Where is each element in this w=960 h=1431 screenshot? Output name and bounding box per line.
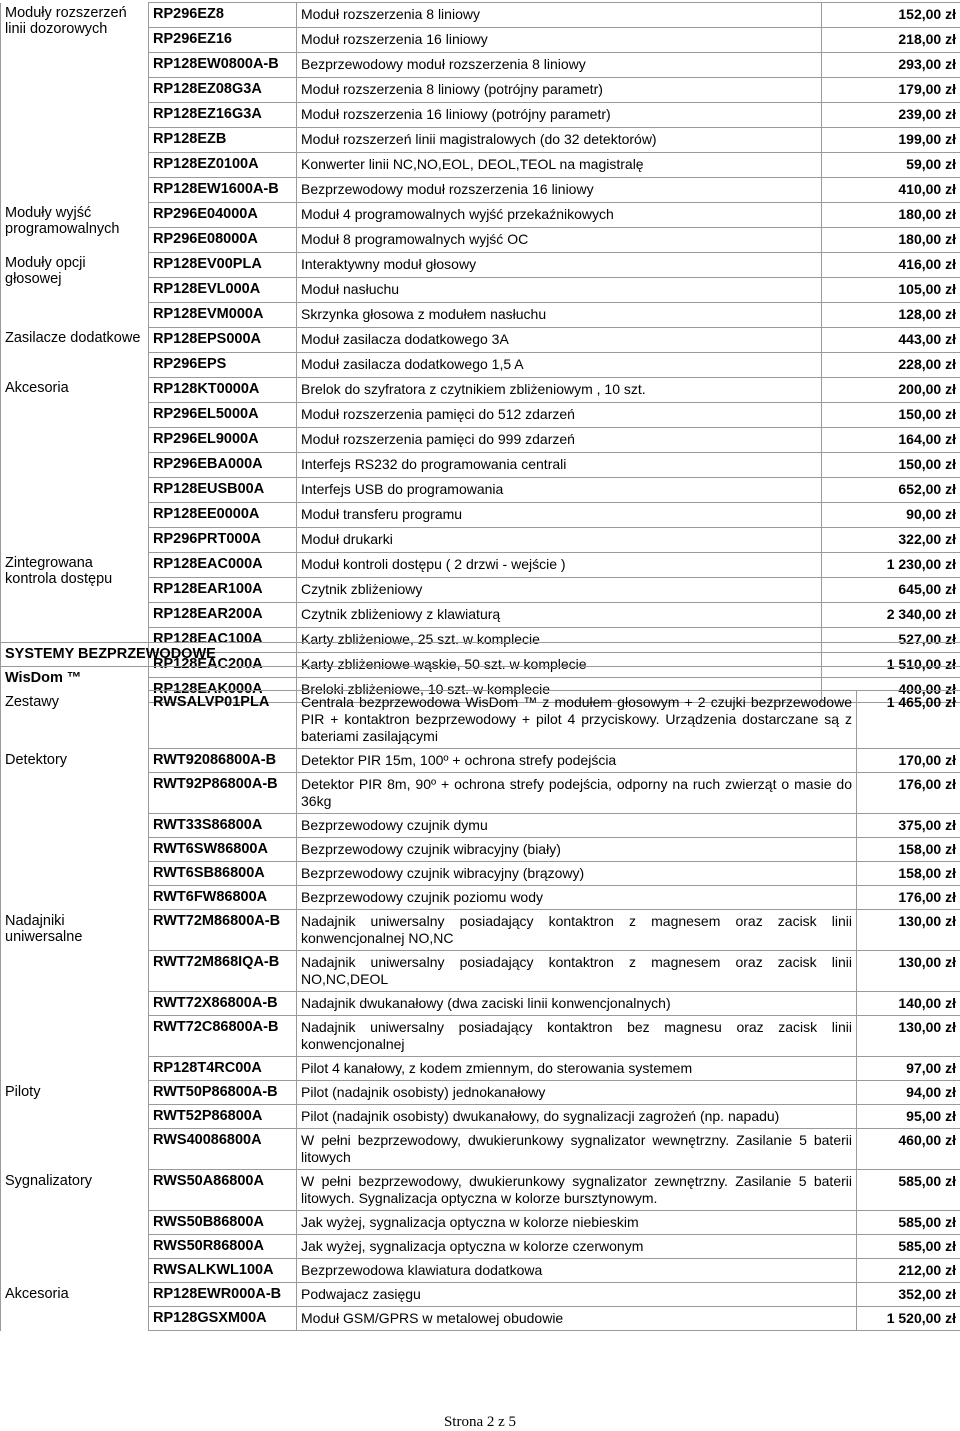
product-description: Pilot (nadajnik osobisty) jednokanałowy (297, 1081, 857, 1105)
product-description: Moduł rozszerzenia pamięci do 999 zdarzeń (297, 428, 822, 453)
product-description: Pilot (nadajnik osobisty) dwukanałowy, do sygnalizacji zagrożeń (np. napadu) (297, 1105, 857, 1129)
product-price: 585,00 zł (857, 1211, 960, 1235)
product-price: 170,00 zł (857, 749, 960, 773)
product-description: Bezprzewodowy czujnik wibracyjny (brązowy) (297, 862, 857, 886)
product-description: Czytnik zbliżeniowy z klawiaturą (297, 603, 822, 628)
product-code: RWT72M868IQA-B (149, 951, 297, 992)
product-price: 652,00 zł (822, 478, 960, 503)
product-price: 176,00 zł (857, 773, 960, 814)
product-description: Jak wyżej, sygnalizacja optyczna w kolorze niebieskim (297, 1211, 857, 1235)
product-price: 95,00 zł (857, 1105, 960, 1129)
product-code: RP128EW0800A-B (149, 53, 297, 78)
product-code: RWS50B86800A (149, 1211, 297, 1235)
product-description: Moduł zasilacza dodatkowego 1,5 A (297, 353, 822, 378)
product-code: RWT72M86800A-B (149, 910, 297, 951)
product-description: Interaktywny moduł głosowy (297, 253, 822, 278)
product-code: RP296EL9000A (149, 428, 297, 453)
product-code: RP128EZ16G3A (149, 103, 297, 128)
product-price: 97,00 zł (857, 1057, 960, 1081)
section-subtitle: WisDom ™ (1, 667, 960, 691)
product-description: Moduł 4 programowalnych wyjść przekaźnikowych (297, 203, 822, 228)
price-table-wireless-systems (0, 642, 960, 1331)
product-price: 128,00 zł (822, 303, 960, 328)
product-description: Nadajnik uniwersalny posiadający kontaktron z magnesem oraz zacisk linii NO,NC,DEOL (297, 951, 857, 992)
product-code: RP128EWR000A-B (149, 1283, 297, 1307)
product-description: Jak wyżej, sygnalizacja optyczna w kolorze czerwonym (297, 1235, 857, 1259)
product-code: RWSALKWL100A (149, 1259, 297, 1283)
section-title-row (1, 643, 960, 667)
product-code: RWT92P86800A-B (149, 773, 297, 814)
category-label: Moduły wyjść programowalnych (1, 203, 149, 253)
product-description: Moduł zasilacza dodatkowego 3A (297, 328, 822, 353)
product-description: Karty zbliżeniowe, 25 szt. w komplecie (297, 628, 822, 653)
product-price: 239,00 zł (822, 103, 960, 128)
product-code: RP128EAR200A (149, 603, 297, 628)
product-code: RP296EZ16 (149, 28, 297, 53)
product-price: 130,00 zł (857, 1016, 960, 1057)
product-code: RP128EAK000A (149, 678, 297, 703)
product-price: 352,00 zł (857, 1283, 960, 1307)
table-row (1, 328, 960, 353)
product-code: RP128EAC100A (149, 628, 297, 653)
product-price: 585,00 zł (857, 1170, 960, 1211)
product-code: RP128EV00PLA (149, 253, 297, 278)
product-price: 150,00 zł (822, 403, 960, 428)
product-description: Bezprzewodowy czujnik dymu (297, 814, 857, 838)
product-code: RWS50A86800A (149, 1170, 297, 1211)
product-description: W pełni bezprzewodowy, dwukierunkowy sygnalizator zewnętrzny. Zasilanie 5 baterii litowych. Sygnalizacja optyczna w kolorze bursztynowym. (297, 1170, 857, 1211)
product-price: 94,00 zł (857, 1081, 960, 1105)
product-code: RP296EZ8 (149, 3, 297, 28)
table-row (1, 910, 960, 951)
product-description: Karty zbliżeniowe wąskie, 50 szt. w komplecie (297, 653, 822, 678)
page-footer: Strona 2 z 5 (443, 1414, 517, 1430)
product-code: RWT92086800A-B (149, 749, 297, 773)
product-description: Skrzynka głosowa z modułem nasłuchu (297, 303, 822, 328)
product-code: RP128EVM000A (149, 303, 297, 328)
product-price: 218,00 zł (822, 28, 960, 53)
product-price: 59,00 zł (822, 153, 960, 178)
table-row (1, 1283, 960, 1307)
product-price: 130,00 zł (857, 951, 960, 992)
product-price: 212,00 zł (857, 1259, 960, 1283)
product-price: 375,00 zł (857, 814, 960, 838)
table-row (1, 553, 960, 578)
product-code: RWS40086800A (149, 1129, 297, 1170)
product-code: RP128EVL000A (149, 278, 297, 303)
product-description: Brelok do szyfratora z czytnikiem zbliżeniowym , 10 szt. (297, 378, 822, 403)
product-price: 228,00 zł (822, 353, 960, 378)
product-code: RP128EZ08G3A (149, 78, 297, 103)
category-label: Zasilacze dodatkowe (1, 328, 149, 378)
product-description: Pilot 4 kanałowy, z kodem zmiennym, do sterowania systemem (297, 1057, 857, 1081)
product-price: 527,00 zł (822, 628, 960, 653)
product-price: 645,00 zł (822, 578, 960, 603)
product-description: Moduł nasłuchu (297, 278, 822, 303)
product-price: 416,00 zł (822, 253, 960, 278)
product-code: RP128EZ0100A (149, 153, 297, 178)
product-description: Nadajnik dwukanałowy (dwa zaciski linii konwencjonalnych) (297, 992, 857, 1016)
category-label: Zintegrowana kontrola dostępu (1, 553, 149, 703)
product-price: 1 465,00 zł (857, 691, 960, 749)
product-price: 293,00 zł (822, 53, 960, 78)
product-price: 130,00 zł (857, 910, 960, 951)
product-code: RP296EBA000A (149, 453, 297, 478)
product-code: RP128EPS000A (149, 328, 297, 353)
product-description: W pełni bezprzewodowy, dwukierunkowy sygnalizator wewnętrzny. Zasilanie 5 baterii litowych (297, 1129, 857, 1170)
product-price: 179,00 zł (822, 78, 960, 103)
product-description: Interfejs USB do programowania (297, 478, 822, 503)
product-price: 152,00 zł (822, 3, 960, 28)
product-price: 158,00 zł (857, 862, 960, 886)
table-row (1, 749, 960, 773)
product-price: 140,00 zł (857, 992, 960, 1016)
table-row (1, 691, 960, 749)
product-price: 150,00 zł (822, 453, 960, 478)
product-price: 322,00 zł (822, 528, 960, 553)
product-code: RP128GSXM00A (149, 1307, 297, 1331)
product-description: Bezprzewodowa klawiatura dodatkowa (297, 1259, 857, 1283)
product-description: Moduł transferu programu (297, 503, 822, 528)
category-label: Akcesoria (1, 1283, 149, 1331)
product-code: RP128EZB (149, 128, 297, 153)
category-label: Akcesoria (1, 378, 149, 553)
product-code: RP128KT0000A (149, 378, 297, 403)
product-price: 176,00 zł (857, 886, 960, 910)
product-code: RP296EL5000A (149, 403, 297, 428)
product-code: RP128EAR100A (149, 578, 297, 603)
product-price: 90,00 zł (822, 503, 960, 528)
product-code: RWT33S86800A (149, 814, 297, 838)
product-description: Moduł drukarki (297, 528, 822, 553)
product-price: 164,00 zł (822, 428, 960, 453)
category-label: Detektory (1, 749, 149, 910)
product-code: RWSALVP01PLA (149, 691, 297, 749)
product-code: RWT72C86800A-B (149, 1016, 297, 1057)
section-subtitle-row (1, 667, 960, 691)
product-code: RWT72X86800A-B (149, 992, 297, 1016)
table-row (1, 203, 960, 228)
product-description: Centrala bezprzewodowa WisDom ™ z modułem głosowym + 2 czujki bezprzewodowe PIR + kontaktron bezprzewodowy + pilot 4 przyciskowy. Urządzenia dostarczane są z bateriami zasilającymi (297, 691, 857, 749)
product-description: Czytnik zbliżeniowy (297, 578, 822, 603)
product-description: Bezprzewodowy czujnik wibracyjny (biały) (297, 838, 857, 862)
table-row (1, 1170, 960, 1211)
product-code: RP296EPS (149, 353, 297, 378)
product-code: RP296E04000A (149, 203, 297, 228)
product-price: 158,00 zł (857, 838, 960, 862)
product-code: RP128EAC000A (149, 553, 297, 578)
product-description: Moduł rozszerzenia 8 liniowy (297, 3, 822, 28)
product-price: 1 230,00 zł (822, 553, 960, 578)
product-code: RWT50P86800A-B (149, 1081, 297, 1105)
table-row (1, 253, 960, 278)
product-description: Moduł kontroli dostępu ( 2 drzwi - wejście ) (297, 553, 822, 578)
product-description: Interfejs RS232 do programowania centrali (297, 453, 822, 478)
category-label: Nadajniki uniwersalne (1, 910, 149, 1081)
product-code: RWS50R86800A (149, 1235, 297, 1259)
product-description: Konwerter linii NC,NO,EOL, DEOL,TEOL na magistralę (297, 153, 822, 178)
product-price: 1 520,00 zł (857, 1307, 960, 1331)
product-description: Moduł 8 programowalnych wyjść OC (297, 228, 822, 253)
product-description: Moduł rozszerzenia 16 liniowy (potrójny parametr) (297, 103, 822, 128)
product-description: Moduł rozszerzenia 8 liniowy (potrójny parametr) (297, 78, 822, 103)
product-code: RWT6SB86800A (149, 862, 297, 886)
product-code: RP296PRT000A (149, 528, 297, 553)
product-code: RP296E08000A (149, 228, 297, 253)
product-code: RP128EW1600A-B (149, 178, 297, 203)
price-table-wired-modules (0, 2, 960, 703)
product-description: Bezprzewodowy czujnik poziomu wody (297, 886, 857, 910)
product-price: 400,00 zł (822, 678, 960, 703)
product-code: RWT6FW86800A (149, 886, 297, 910)
product-price: 105,00 zł (822, 278, 960, 303)
category-label: Sygnalizatory (1, 1170, 149, 1283)
product-price: 180,00 zł (822, 203, 960, 228)
product-code: RWT6SW86800A (149, 838, 297, 862)
product-code: RP128T4RC00A (149, 1057, 297, 1081)
product-code: RP128EUSB00A (149, 478, 297, 503)
product-description: Breloki zbliżeniowe, 10 szt. w komplecie (297, 678, 822, 703)
product-description: Detektor PIR 8m, 90º + ochrona strefy podejścia, odporny na ruch zwierząt o masie do 36kg (297, 773, 857, 814)
product-description: Moduł rozszerzenia pamięci do 512 zdarzeń (297, 403, 822, 428)
product-code: RWT52P86800A (149, 1105, 297, 1129)
product-price: 1 510,00 zł (822, 653, 960, 678)
table-row (1, 378, 960, 403)
product-description: Podwajacz zasięgu (297, 1283, 857, 1307)
product-description: Nadajnik uniwersalny posiadający kontaktron z magnesem oraz zacisk linii konwencjonalnej NO,NC (297, 910, 857, 951)
product-price: 200,00 zł (822, 378, 960, 403)
product-description: Bezprzewodowy moduł rozszerzenia 8 liniowy (297, 53, 822, 78)
section-title: SYSTEMY BEZPRZEWODOWE (1, 643, 960, 667)
table-row (1, 3, 960, 28)
product-price: 585,00 zł (857, 1235, 960, 1259)
category-label: Piloty (1, 1081, 149, 1170)
product-price: 410,00 zł (822, 178, 960, 203)
product-description: Nadajnik uniwersalny posiadający kontaktron bez magnesu oraz zacisk linii konwencjonalnej (297, 1016, 857, 1057)
category-label: Moduły rozszerzeń linii dozorowych (1, 3, 149, 203)
category-label: Moduły opcji głosowej (1, 253, 149, 328)
product-description: Moduł rozszerzeń linii magistralowych (do 32 detektorów) (297, 128, 822, 153)
product-price: 460,00 zł (857, 1129, 960, 1170)
product-price: 2 340,00 zł (822, 603, 960, 628)
product-price: 180,00 zł (822, 228, 960, 253)
product-price: 199,00 zł (822, 128, 960, 153)
table-row (1, 1081, 960, 1105)
product-description: Detektor PIR 15m, 100º + ochrona strefy podejścia (297, 749, 857, 773)
product-description: Moduł GSM/GPRS w metalowej obudowie (297, 1307, 857, 1331)
category-label: Zestawy (1, 691, 149, 749)
product-description: Bezprzewodowy moduł rozszerzenia 16 liniowy (297, 178, 822, 203)
product-code: RP128EE0000A (149, 503, 297, 528)
product-price: 443,00 zł (822, 328, 960, 353)
product-code: RP128EAC200A (149, 653, 297, 678)
product-description: Moduł rozszerzenia 16 liniowy (297, 28, 822, 53)
